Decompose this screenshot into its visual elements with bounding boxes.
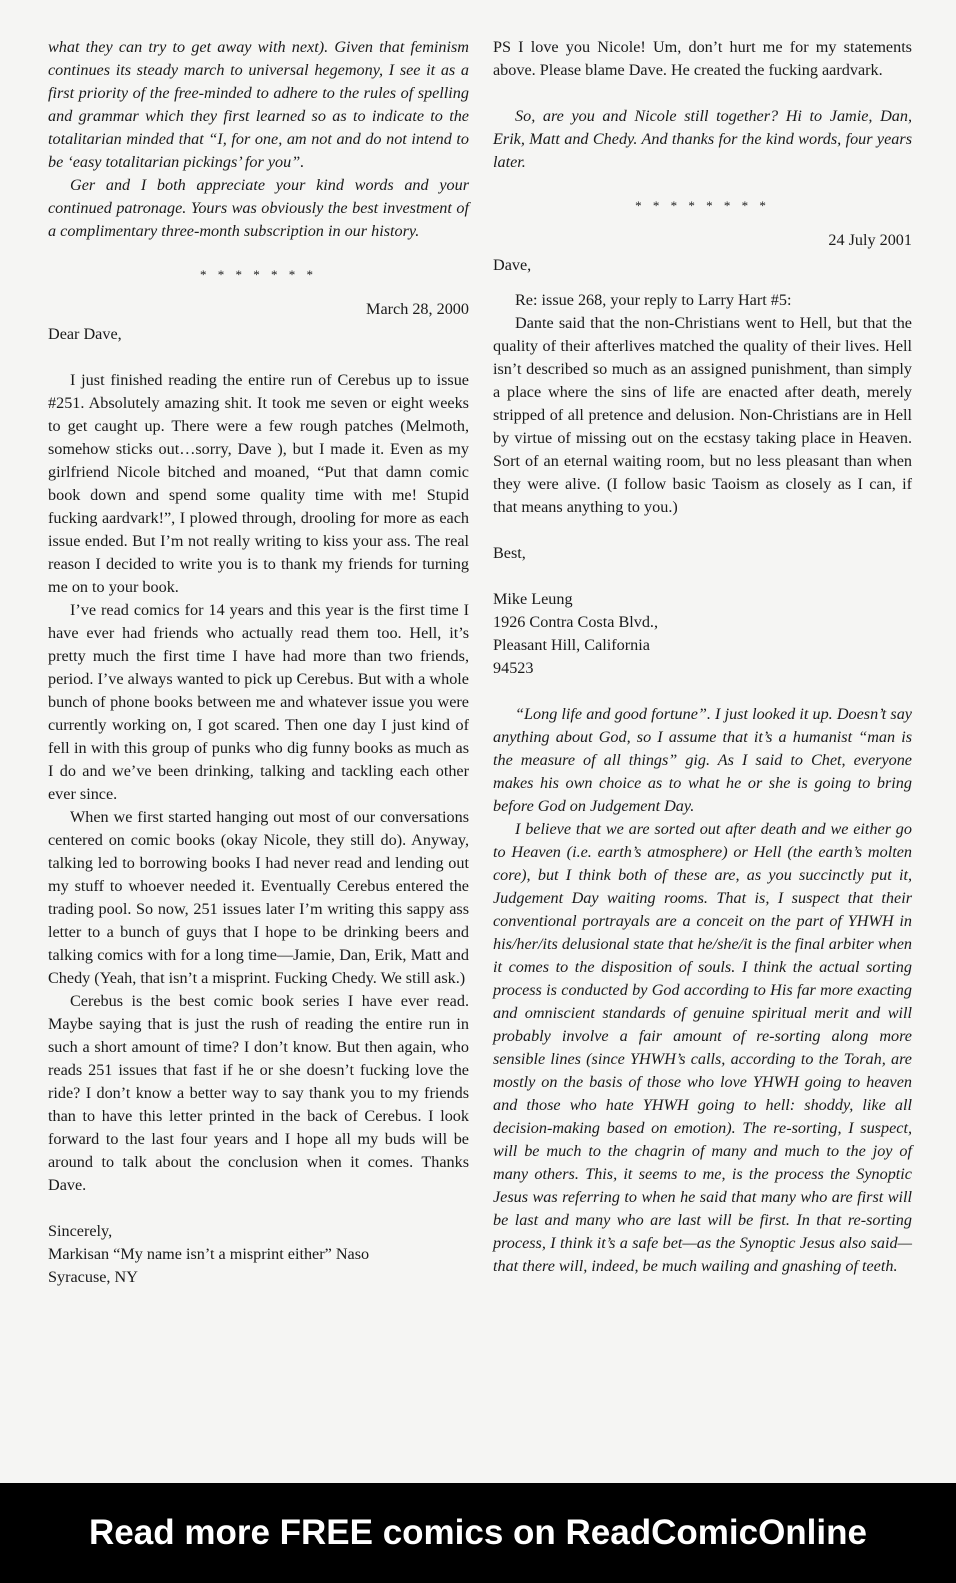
- zip-code: 94523: [493, 659, 534, 677]
- address-line: 1926 Contra Costa Blvd.,: [493, 613, 659, 631]
- promo-banner[interactable]: [0, 1483, 956, 1583]
- letter-signature: Mike Leung: [493, 590, 573, 608]
- left-column: [48, 36, 469, 1289]
- editor-reply-continued: what they can try to get away with next). Given that feminism continues its steady march to universal hegemony, I see it as a first priority of the free-minded to adhere to the rules of spelling and grammar which they first learned so as to indicate to the totalitarian minded that “I, for one, am not and do not intend to be ‘easy totalitarian pickings’ for you”.: [48, 38, 469, 171]
- letter-signature: Markisan “My name isn’t a misprint either” Naso: [48, 1245, 370, 1263]
- letter-re-line: Re: issue 268, your reply to Larry Hart #5:: [515, 291, 792, 309]
- letter-salutation: Dear Dave,: [48, 325, 122, 343]
- letter-paragraph: Cerebus is the best comic book series I have ever read. Maybe saying that is just the rush of reading the entire run in such a short amount of time? I don’t know. But then again, who reads 251 issues that fast if he or she doesn’t fucking love the ride? I don’t know a better way to say thank you to my friends than to have this letter printed in the back of Cerebus. I look forward to the last four years and I hope all my buds will be around to talk about the conclusion when it comes. Thanks Dave.: [48, 992, 469, 1194]
- letter-postscript: PS I love you Nicole! Um, don’t hurt me for my statements above. Please blame Dave. He created the fucking aardvark.: [493, 38, 912, 79]
- letter-date: 24 July 2001: [828, 231, 912, 249]
- letter-date: March 28, 2000: [366, 300, 469, 318]
- letter-paragraph: I just finished reading the entire run of Cerebus up to issue #251. Absolutely amazing shit. It took me seven or eight weeks to get caught up. There were a few rough patches (Melmoth, somehow sticks out…sorry, Dave ), but I made it. Even as my girlfriend Nicole bitched and moaned, “Put that damn comic book down and spend some quality time with me! Stupid fucking aardvark!”, I plowed through, drooling for more as each issue ended. But I’m not really writing to kiss your ass. The real reason I decided to write you is to thank my friends for turning me on to your book.: [48, 371, 469, 596]
- editor-reply: “Long life and good fortune”. I just looked it up. Doesn’t say anything about God, so I assume that it’s a humanist “man is the measure of all things” gig. As I said to Chet, everyone makes his own choice as to what he or she is going to bring before God on Judgement Day.: [493, 705, 912, 815]
- letter-paragraph: When we first started hanging out most of our conversations centered on comic books (okay Nicole, they still do). Anyway, talking led to borrowing books I had never read and lending out my stuff to whoever needed it. Eventually Cerebus entered the trading pool. So now, 251 issues later I’m writing this sappy ass letter to a bunch of guys that I hope to be drinking beers and talking comics with for a long time—Jamie, Dan, Erik, Matt and Chedy (Yeah, that isn’t a misprint. Fucking Chedy. We still ask.): [48, 808, 469, 987]
- editor-reply: So, are you and Nicole still together? Hi to Jamie, Dan, Erik, Matt and Chedy. And thanks for the kind words, four years later.: [493, 107, 912, 171]
- section-divider: * * * * * * *: [200, 267, 317, 282]
- editor-reply-paragraph: Ger and I both appreciate your kind words and your continued patronage. Yours was obviously the best investment of a complimentary three-month subscription in our history.: [48, 176, 469, 240]
- letter-paragraph: I’ve read comics for 14 years and this year is the first time I have ever had friends who actually read them too. Hell, it’s pretty much the first time I have had more than two friends, period. I’ve always wanted to pick up Cerebus. But with a whole bunch of phone books between me and whatever issue you were currently working on, I got scared. Then one day I just kind of fell in with this group of punks who dig funny books as much as I do and we’ve been drinking, talking and tackling each other ever since.: [48, 601, 469, 803]
- letter-location: Syracuse, NY: [48, 1268, 138, 1286]
- letter-paragraph: Dante said that the non-Christians went to Hell, but that the quality of their afterlives matched the quality of their lives. Hell isn’t described so much as an assigned punishment, than simply a place where the sins of life are enacted after death, merely stripped of all pretence and delusion. Non-Christians are in Hell by virtue of missing out on the ecstasy taking place in Heaven. Sort of an eternal waiting room, but no less pleasant than when they were alive. (I follow basic Taoism as closely as I can, if that means anything to you.): [493, 314, 912, 516]
- letter-closing: Sincerely,: [48, 1222, 113, 1240]
- right-column: [493, 36, 912, 1278]
- letter-salutation: Dave,: [493, 256, 532, 274]
- address-line: Pleasant Hill, California: [493, 636, 650, 654]
- editor-reply: I believe that we are sorted out after death and we either go to Heaven (i.e. earth’s atmosphere) or Hell (the earth’s molten core), but I think both of these are, as you succinctly put it, Judgement Day waiting rooms. That is, I suspect that their conventional portrayals are a conceit on the part of YHWH in his/her/its delusional state that he/she/it is the final arbiter when it comes to the disposition of souls. I think the actual sorting process is conducted by God according to His far more exacting and omniscient standards of genuine spiritual merit and will probably involve a fair amount of re-sorting along more sensible lines (since YHWH’s calls, according to the Torah, are mostly on the basis of those who love YHWH going to heaven and those who hate YHWH going to hell: shoddy, like all decision-making based on emotion). The re-sorting, I suspect, will be much to the chagrin of many and much to the joy of many others. This, it seems to me, is the process the Synoptic Jesus was referring to when he said that many who are first will be last and many who are last will be first. In that re-sorting process, I think it’s a safe bet—as the Synoptic Jesus also said—that there will, indeed, be much wailing and gnashing of teeth.: [493, 820, 912, 1275]
- promo-banner-text[interactable]: Read more FREE comics on ReadComicOnline: [89, 1513, 867, 1552]
- section-divider: * * * * * * * *: [635, 198, 770, 213]
- letter-closing: Best,: [493, 544, 526, 562]
